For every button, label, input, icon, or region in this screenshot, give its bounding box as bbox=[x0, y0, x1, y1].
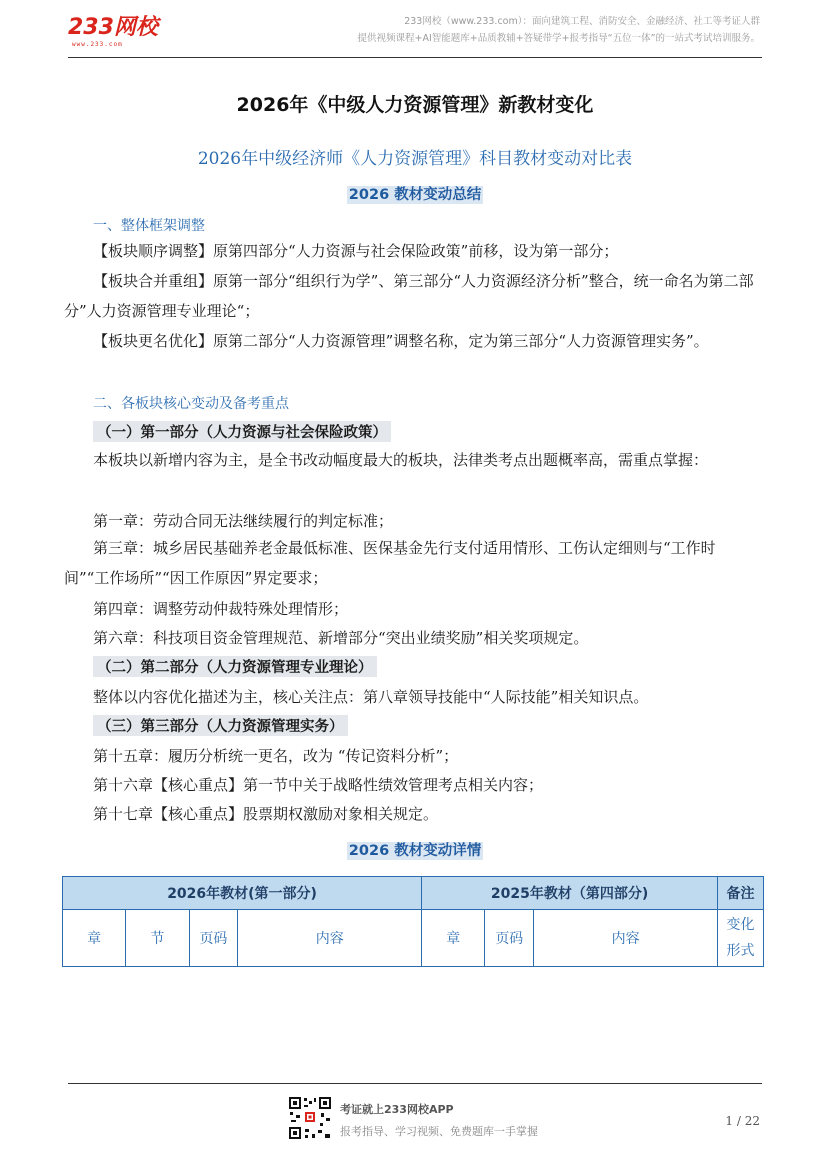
summary-heading: 2026 教材变动总结 bbox=[348, 187, 482, 203]
part-1-heading: （一）第一部分（人力资源与社会保险政策） bbox=[93, 421, 391, 442]
comparison-table bbox=[62, 876, 764, 967]
page-header bbox=[0, 0, 830, 62]
sub-note: 变化 形式 bbox=[718, 910, 764, 967]
header-2025: 2025年教材（第四部分) bbox=[422, 877, 718, 910]
sub-content-2025: 内容 bbox=[534, 910, 718, 967]
chapter-17-note: 第十七章【核心重点】股票期权激励对象相关规定。 bbox=[93, 805, 439, 823]
sub-section: 节 bbox=[126, 910, 189, 967]
header-2026: 2026年教材(第一部分) bbox=[63, 877, 422, 910]
sub-chapter: 章 bbox=[63, 910, 126, 967]
sub-page-2025: 页码 bbox=[485, 910, 534, 967]
footer-subtitle: 报考指导、学习视频、免费题库一手掌握 bbox=[340, 1125, 538, 1138]
chapter-3-note: 第三章：城乡居民基础养老金最低标准、医保基金先行支付适用情形、工伤认定细则与“工作时间”“工作场所”“因工作原因”界定要求； bbox=[64, 539, 716, 587]
paragraph-3: 【板块更名优化】原第二部分“人力资源管理”调整名称，定为第三部分“人力资源管理实务”。 bbox=[93, 332, 709, 350]
page-number: 1 / 22 bbox=[725, 1114, 760, 1128]
chapter-1-note: 第一章：劳动合同无法继续履行的判定标准； bbox=[93, 512, 394, 530]
footer-title: 考证就上233网校APP bbox=[340, 1103, 454, 1116]
sub-chapter-2025: 章 bbox=[422, 910, 485, 967]
header-slogan bbox=[358, 13, 761, 47]
header-divider bbox=[68, 57, 762, 58]
site-logo[interactable] bbox=[68, 10, 158, 48]
part-3-heading: （三）第三部分（人力资源管理实务） bbox=[93, 715, 348, 736]
paragraph-1: 【板块顺序调整】原第四部分“人力资源与社会保险政策”前移，设为第一部分； bbox=[93, 242, 619, 260]
section-2-heading: 二、各板块核心变动及备考重点 bbox=[93, 396, 289, 412]
section-1-heading: 一、整体框架调整 bbox=[93, 218, 205, 234]
paragraph-2: 【板块合并重组】原第一部分“组织行为学”、第三部分“人力资源经济分析”整合，统一命名为第二部分”人力资源管理专业理论“； bbox=[64, 272, 754, 320]
slogan-line-2: 提供视频课程+AI智能题库+品质教辅+答疑带学+报考指导“五位一体”的一站式考试培训服务。 bbox=[357, 33, 760, 44]
header-note: 备注 bbox=[718, 877, 764, 910]
document-title: 2026年《中级人力资源管理》新教材变化 bbox=[236, 94, 594, 116]
table-subheader-row bbox=[63, 910, 764, 967]
slogan-line-1: 233网校（www.233.com）：面向建筑工程、消防安全、金融经济、社工等考证人群 bbox=[404, 16, 760, 27]
chapter-4-note: 第四章：调整劳动仲裁特殊处理情形； bbox=[93, 600, 349, 618]
document-subtitle: 2026年中级经济师《人力资源管理》科目教材变动对比表 bbox=[197, 149, 633, 169]
chapter-6-note: 第六章：科技项目资金管理规范、新增部分“突出业绩奖励”相关奖项规定。 bbox=[93, 629, 589, 647]
sub-page: 页码 bbox=[189, 910, 238, 967]
part-2-heading: （二）第二部分（人力资源管理专业理论） bbox=[93, 656, 377, 677]
chapter-16-note: 第十六章【核心重点】第一节中关于战略性绩效管理考点相关内容； bbox=[93, 776, 544, 794]
paragraph-4: 本板块以新增内容为主，是全书改动幅度最大的板块，法律类考点出题概率高，需重点掌握： bbox=[93, 451, 709, 469]
chapter-15-note: 第十五章：履历分析统一更名，改为 “传记资料分析”； bbox=[93, 747, 459, 765]
logo-url: www.233.com bbox=[72, 41, 123, 48]
footer-divider bbox=[68, 1083, 762, 1084]
logo-text: 233网校 bbox=[68, 15, 158, 40]
qr-code-icon bbox=[288, 1096, 332, 1140]
table-header-row bbox=[63, 877, 764, 910]
paragraph-5: 整体以内容优化描述为主，核心关注点：第八章领导技能中“人际技能”相关知识点。 bbox=[93, 688, 649, 706]
sub-content: 内容 bbox=[238, 910, 422, 967]
detail-heading: 2026 教材变动详情 bbox=[348, 843, 482, 859]
